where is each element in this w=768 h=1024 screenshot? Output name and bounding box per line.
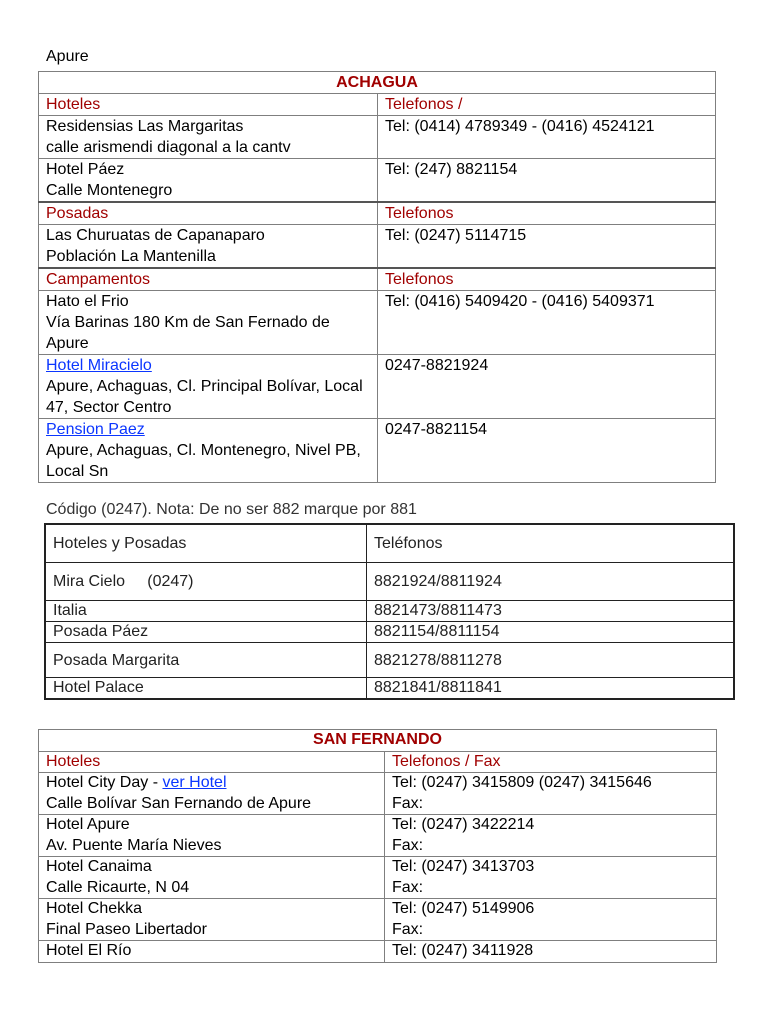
row-name: Mira Cielo (0247) [45, 563, 367, 601]
hotel-address: Av. Puente María Nieves [46, 836, 222, 854]
hotel-fax: Fax: [392, 878, 424, 896]
table-row [39, 899, 717, 941]
section-phone-heading: Telefonos [378, 268, 716, 291]
hotel-phone: Tel: (0247) 3415809 (0247) 3415646 [392, 774, 652, 791]
section-phone-heading: Telefonos [378, 202, 716, 225]
table-header-row [45, 524, 734, 563]
posada-name: Las Churuatas de Capanaparo [46, 227, 265, 244]
table-row [39, 116, 716, 159]
hotel-address: Calle Montenegro [46, 182, 173, 199]
row-phone: 8821473/8811473 [367, 601, 735, 622]
hotel-phone: Tel: (0247) 3422214 [392, 816, 535, 833]
table-row [39, 355, 716, 419]
hotel-name: Residensias Las Margaritas [46, 118, 244, 135]
table-row [39, 773, 717, 815]
table-title-row [39, 72, 716, 94]
hotel-address: Final Paseo Libertador [46, 920, 207, 938]
campamento-name: Hato el Frio [46, 293, 129, 310]
table-row [39, 159, 716, 203]
hotel-phone: Tel: (0247) 3413703 [392, 858, 535, 875]
table-row [45, 563, 734, 601]
table-row [39, 225, 716, 269]
hotel-phone: 0247-8821924 [378, 355, 716, 419]
hotel-cell [39, 773, 385, 815]
table-row [45, 622, 734, 643]
column-header-name: Hoteles y Posadas [45, 524, 367, 563]
table-row [39, 419, 716, 483]
campamento-address: Vía Barinas 180 Km de San Fernado de Apure [46, 314, 330, 352]
hotel-phone: 0247-8821154 [378, 419, 716, 483]
section-header-row [39, 268, 716, 291]
hotel-address: Apure, Achaguas, Cl. Montenegro, Nivel PB, Local Sn [46, 442, 361, 480]
hotel-contact [385, 815, 717, 857]
hotel-address: calle arismendi diagonal a la cantv [46, 139, 291, 156]
hotel-cell [39, 355, 378, 419]
hotels-posadas-table [44, 523, 735, 700]
hotel-cell [39, 116, 378, 159]
achagua-title: ACHAGUA [39, 72, 716, 94]
row-phone: 8821924/8811924 [367, 563, 735, 601]
ver-hotel-link[interactable]: ver Hotel [162, 774, 227, 791]
section-heading-campamentos: Campamentos [39, 268, 378, 291]
campamento-phone: Tel: (0416) 5409420 - (0416) 5409371 [378, 291, 716, 355]
hotel-fax: Fax: [392, 794, 424, 812]
hotel-name: Hotel El Río [39, 941, 385, 963]
hotel-phone: Tel: (0414) 4789349 - (0416) 4524121 [378, 116, 716, 159]
hotel-name: Hotel Canaima [46, 858, 152, 875]
section-phone-heading: Telefonos / [378, 94, 716, 116]
row-name: Posada Páez [45, 622, 367, 643]
table-row [45, 601, 734, 622]
table-row [45, 678, 734, 700]
section-header-row [39, 751, 717, 773]
hotel-name: Hotel Chekka [46, 900, 143, 917]
region-title: Apure [46, 48, 89, 65]
row-name: Posada Margarita [45, 643, 367, 678]
san-fernando-table [38, 729, 717, 963]
table-row [39, 941, 717, 963]
table-row [45, 643, 734, 678]
posada-address: Población La Mantenilla [46, 248, 216, 265]
section-phone-heading: Telefonos / Fax [385, 751, 717, 773]
posada-cell [39, 225, 378, 269]
section-header-row [39, 202, 716, 225]
hotel-cell [39, 419, 378, 483]
hotel-fax: Fax: [392, 836, 424, 854]
row-phone: 8821841/8811841 [367, 678, 735, 700]
san-fernando-title: SAN FERNANDO [39, 730, 717, 752]
hotel-phone: Tel: (247) 8821154 [378, 159, 716, 203]
hotel-cell [39, 159, 378, 203]
hotel-phone: Tel: (0247) 3411928 [385, 941, 717, 963]
pension-paez-link[interactable]: Pension Paez [46, 421, 145, 438]
posada-phone: Tel: (0247) 5114715 [378, 225, 716, 269]
row-phone: 8821154/8811154 [367, 622, 735, 643]
section-heading-hoteles: Hoteles [39, 94, 378, 116]
hotel-name: Hotel City Day - [46, 774, 163, 791]
hotel-address: Calle Bolívar San Fernando de Apure [46, 794, 312, 812]
hotel-cell [39, 899, 385, 941]
hotel-address: Apure, Achaguas, Cl. Principal Bolívar, Local 47, Sector Centro [46, 378, 363, 416]
achagua-table [38, 71, 716, 483]
hotel-miracielo-link[interactable]: Hotel Miracielo [46, 357, 152, 374]
table-row [39, 291, 716, 355]
hotel-cell [39, 857, 385, 899]
row-phone: 8821278/8811278 [367, 643, 735, 678]
table-title-row [39, 730, 717, 752]
table-row [39, 815, 717, 857]
hotel-contact [385, 899, 717, 941]
section-heading-hoteles: Hoteles [39, 751, 385, 773]
section-header-row [39, 94, 716, 116]
row-name: Italia [45, 601, 367, 622]
section-heading-posadas: Posadas [39, 202, 378, 225]
hotel-contact [385, 857, 717, 899]
campamento-cell [39, 291, 378, 355]
table-row [39, 857, 717, 899]
column-header-phone: Teléfonos [367, 524, 735, 563]
hotel-contact [385, 773, 717, 815]
hotel-name: Hotel Apure [46, 816, 130, 833]
hotel-name: Hotel Páez [46, 161, 125, 178]
hotel-address: Calle Ricaurte, N 04 [46, 878, 190, 896]
area-code-note: Código (0247). Nota: De no ser 882 marque por 881 [46, 501, 417, 518]
row-name: Hotel Palace [45, 678, 367, 700]
hotel-cell [39, 815, 385, 857]
hotel-fax: Fax: [392, 920, 424, 938]
hotel-phone: Tel: (0247) 5149906 [392, 900, 535, 917]
